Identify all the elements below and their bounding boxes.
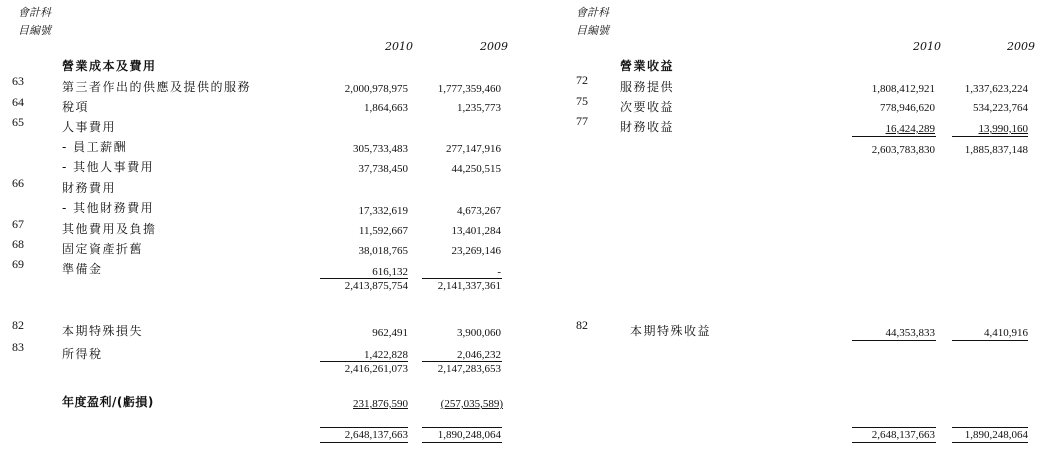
- row-label: 人事費用: [62, 120, 117, 134]
- row-label: 本期特殊損失: [62, 324, 144, 338]
- subtotal2-2009: 2,147,283,653: [437, 363, 501, 375]
- row-label: - 員工薪酬: [62, 140, 128, 154]
- right-total-2010: 2,648,137,663: [871, 429, 935, 441]
- subtotal1-2009: 2,141,337,361: [437, 280, 501, 292]
- row-code: 83: [12, 340, 24, 354]
- row-label: 第三者作出的供應及提供的服務: [62, 80, 252, 94]
- row-value-2009: 1,337,623,224: [964, 83, 1028, 95]
- row-value-2010: 1,864,663: [364, 102, 408, 114]
- row-label: 服務提供: [620, 80, 675, 94]
- profit-label: 年度盈利/(虧損): [62, 395, 154, 409]
- row-value-2010: 962,491: [372, 327, 408, 339]
- row-code: 68: [12, 237, 24, 251]
- rule: [852, 427, 936, 428]
- row-code: 77: [576, 114, 588, 128]
- row-label: 財務費用: [62, 181, 117, 195]
- left-header-line2: 目編號: [18, 24, 51, 37]
- rule: [852, 442, 936, 443]
- row-value-2009: -: [497, 266, 501, 278]
- rule: [422, 361, 502, 362]
- rule: [422, 442, 502, 443]
- row-value-2009: 23,269,146: [451, 245, 501, 257]
- row-value-2010: 2,000,978,975: [344, 83, 408, 95]
- row-code: 66: [12, 176, 24, 190]
- rule: [952, 340, 1028, 341]
- rule: [952, 442, 1028, 443]
- row-value-2010: 17,332,619: [358, 205, 408, 217]
- row-code: 72: [576, 73, 588, 87]
- profit-2009: (257,035,589): [440, 398, 503, 410]
- row-value-2009: 44,250,515: [451, 163, 501, 175]
- row-value-2009: 13,990,160: [978, 123, 1028, 135]
- right-section-title: 營業收益: [620, 59, 675, 73]
- rule: [320, 361, 408, 362]
- row-code: 69: [12, 257, 24, 271]
- left-section-title: 營業成本及費用: [62, 59, 157, 73]
- subtotal1-2010: 2,413,875,754: [344, 280, 408, 292]
- right-total-2009: 1,890,248,064: [964, 429, 1028, 441]
- rule: [952, 136, 1028, 137]
- left-year-2009: 2009: [480, 40, 508, 53]
- rule: [422, 427, 502, 428]
- row-label: - 其他財務費用: [62, 201, 155, 215]
- rule: [422, 278, 502, 279]
- rule: [952, 427, 1028, 428]
- row-value-2009: 1,777,359,460: [437, 83, 501, 95]
- row-label: 次要收益: [620, 100, 675, 114]
- row-value-2010: 305,733,483: [353, 143, 408, 155]
- right-year-2010: 2010: [913, 40, 941, 53]
- row-value-2010: 778,946,620: [880, 102, 935, 114]
- total-2010: 2,648,137,663: [344, 429, 408, 441]
- subtotal2-2010: 2,416,261,073: [344, 363, 408, 375]
- row-label: 其他費用及負擔: [62, 222, 157, 236]
- profit-2010: 231,876,590: [353, 398, 408, 410]
- row-value-2009: 2,046,232: [457, 349, 501, 361]
- right-subtotal-2010: 2,603,783,830: [871, 144, 935, 156]
- right-header-line2: 目編號: [576, 24, 609, 37]
- row-code: 64: [12, 95, 24, 109]
- row-code: 82: [12, 318, 24, 332]
- row-code: 75: [576, 94, 588, 108]
- row-value-2010: 11,592,667: [358, 225, 408, 237]
- row-value-2009: 534,223,764: [973, 102, 1028, 114]
- row-label: - 其他人事費用: [62, 160, 155, 174]
- total-2009: 1,890,248,064: [437, 429, 501, 441]
- row-label: 所得稅: [62, 347, 103, 361]
- right-special-code: 82: [576, 318, 588, 332]
- rule: [852, 340, 936, 341]
- row-label: 準備金: [62, 262, 103, 276]
- right-special-2009: 4,410,916: [984, 327, 1028, 339]
- row-value-2010: 1,808,412,921: [871, 83, 935, 95]
- row-value-2010: 16,424,289: [885, 123, 935, 135]
- rule: [320, 278, 408, 279]
- rule: [320, 427, 408, 428]
- right-header-line1: 會計科: [576, 6, 609, 19]
- right-year-2009: 2009: [1007, 40, 1035, 53]
- right-subtotal-2009: 1,885,837,148: [964, 144, 1028, 156]
- row-code: 67: [12, 217, 24, 231]
- row-value-2010: 616,132: [372, 266, 408, 278]
- rule: [320, 442, 408, 443]
- left-year-2010: 2010: [385, 40, 413, 53]
- right-special-2010: 44,353,833: [885, 327, 935, 339]
- row-value-2010: 1,422,828: [364, 349, 408, 361]
- row-label: 財務收益: [620, 120, 675, 134]
- row-value-2009: 3,900,060: [457, 327, 501, 339]
- row-value-2010: 38,018,765: [358, 245, 408, 257]
- left-header-line1: 會計科: [18, 6, 51, 19]
- right-special-label: 本期特殊收益: [630, 324, 712, 338]
- row-value-2009: 4,673,267: [457, 205, 501, 217]
- row-value-2009: 1,235,773: [457, 102, 501, 114]
- rule: [852, 136, 936, 137]
- row-value-2009: 13,401,284: [451, 225, 501, 237]
- row-code: 65: [12, 115, 24, 129]
- row-label: 固定資產折舊: [62, 242, 144, 256]
- row-value-2010: 37,738,450: [358, 163, 408, 175]
- row-label: 稅項: [62, 100, 90, 114]
- row-value-2009: 277,147,916: [446, 143, 501, 155]
- row-code: 63: [12, 74, 24, 88]
